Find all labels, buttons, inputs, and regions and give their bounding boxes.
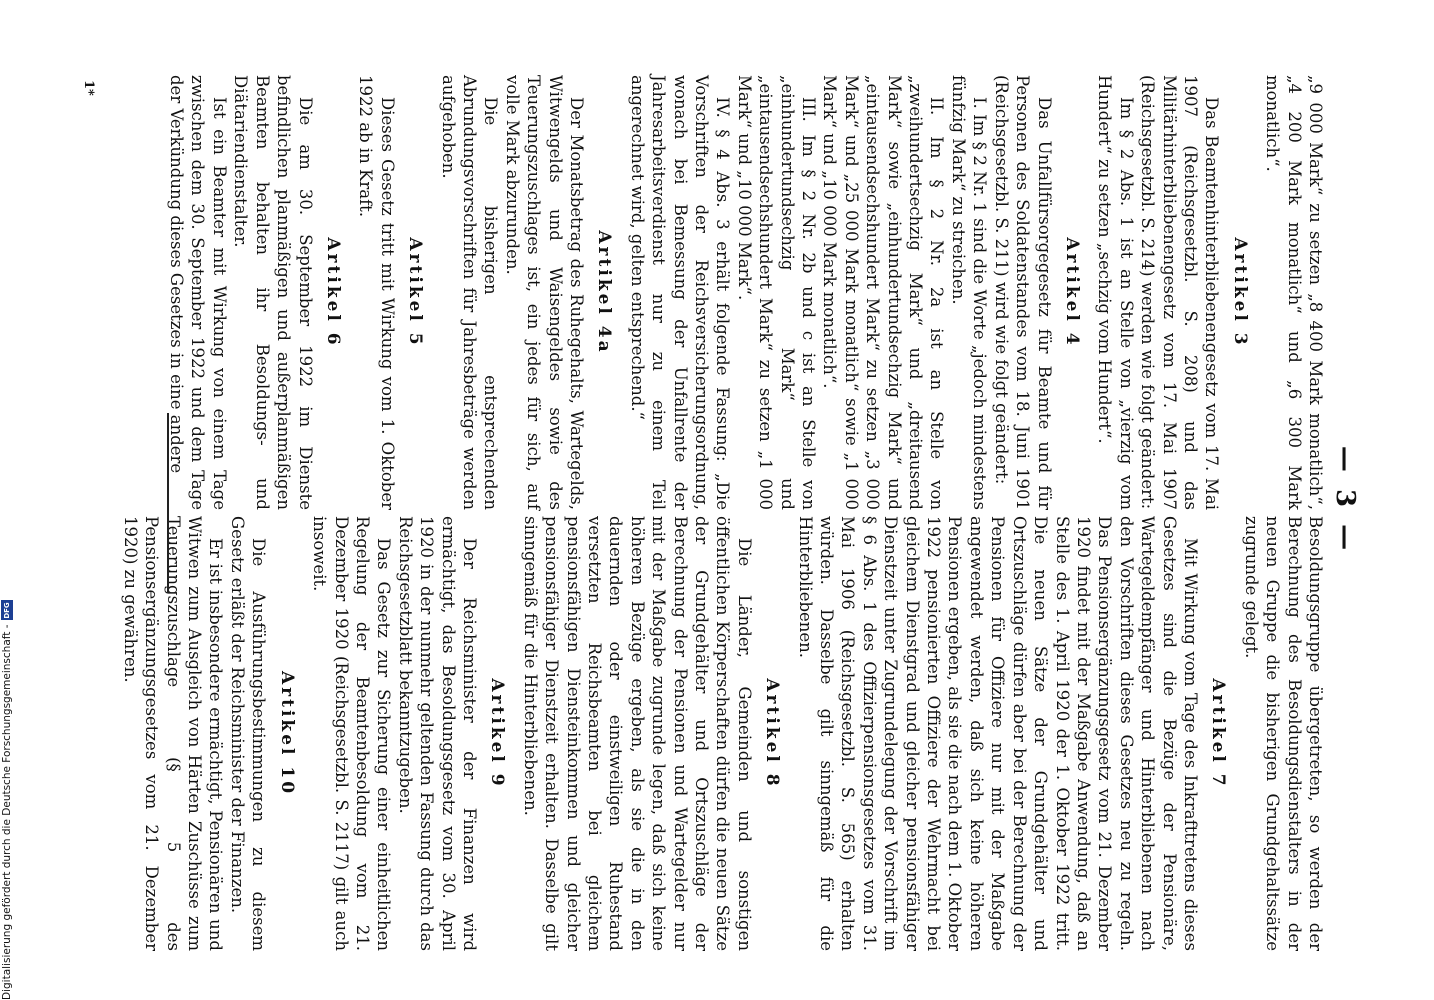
paragraph: Die Länder, Gemeinden und sonstigen öffentlichen Körperschaften dürfen die neuen Sätze der Grundgehälter und Ortszuschläge der Berechnung der Pensionen und Wartegelder nur mit der Maßgabe zugrunde legen, daß sich keine höheren Bezüge ergeben, als sie die in den dauernden oder einstweiligen Ruhestand versetzten Reichsbeamten bei gleichem pensionsfähigen Diensteinkommen und gleicher pensionsfähiger Dienstzeit erhalten. Dasselbe gilt sinngemäß für die Hinterbliebenen.	[520, 516, 754, 951]
paragraph: Die am 30. September 1922 im Dienste befindlichen planmäßigen und außerplanmäßigen Beamten behalten ihr Besoldungs- und Diätariendienstalter.	[231, 75, 315, 510]
end-rule	[167, 413, 169, 593]
paragraph: Die bisherigen entsprechenden Abrundungsvorschriften für Jahresbeträge werden aufgehoben.	[438, 75, 501, 510]
paragraph: Besoldungsgruppe übergetreten, so werden der Berechnung des Besoldungsdienstalters in der neuen Gruppe die bisherigen Grundgehaltssätze zugrunde gelegt.	[1241, 516, 1325, 951]
paragraph: Dieses Gesetz tritt mit Wirkung vom 1. Oktober 1922 ab in Kraft.	[356, 75, 397, 510]
paragraph: II. Im § 2 Nr. 2a ist an Stelle von „zweihundertsechzig Mark“ und „dreitausend Mark“ sowie „einhundertundsechzig Mark“ und „eintausendsechshundert Mark“ zu setzen „3 000 Mark“ und „25 000 Mark monatlich“ sowie „1 000 Mark“ und „10 000 Mark monatlich“.	[820, 75, 947, 510]
paragraph: „9 000 Mark“ zu setzen „8 400 Mark monatlich“, „4 200 Mark monatlich“ und „6 300 Mark monatlich“.	[1263, 75, 1325, 510]
article-heading: Artikel 6	[322, 237, 343, 348]
credit-text: Digitalisierung gefördert durch die Deutsche Forschungsgemeinschaft -	[1, 624, 13, 1000]
page-signature: 1*	[81, 80, 96, 96]
article-heading: Artikel 4a	[594, 230, 615, 355]
paragraph: Das Beamtenhinterbliebenengesetz vom 17. Mai 1907 (Reichsgesetzbl. S. 208) und das Militärhinterbliebenengesetz vom 17. Mai 1907 (Reichsgesetzbl. S. 214) werden wie folgt geändert:	[1138, 75, 1222, 510]
paragraph: Das Unfallfürsorgegesetz für Beamte und für Personen des Soldatenstandes vom 18. Juni 1901 (Reichsgesetzbl. S. 211) wird wie folgt geändert:	[991, 75, 1054, 510]
article-heading: Artikel 9	[487, 678, 508, 789]
paragraph: Der Reichsminister der Finanzen wird ermächtigt, das Besoldungsgesetz vom 30. April 1920 in der nunmehr geltenden Fassung durch das Reichsgesetzblatt bekanntzugeben.	[395, 516, 479, 951]
paragraph: Die Ausführungsbestimmungen zu diesem Gesetz erläßt der Reichsminister der Finanzen.	[227, 516, 269, 951]
right-column	[119, 516, 1326, 951]
article-heading: Artikel 8	[762, 678, 783, 789]
paragraph: Mit Wirkung vom Tage des Inkrafttretens dieses Gesetzes sind die Bezüge der Pensionäre, Wartegeldempfänger und Hinterbliebenen nach den Vorschriften dieses Gesetzes neu zu regeln. Das Pensionsergänzungsgesetz vom 21. Dezember 1920 findet mit der Maßgabe Anwendung, daß an Stelle des 1. April 1920 der 1. Oktober 1922 tritt. Die neuen Sätze der Grundgehälter und Ortszuschläge dürfen aber bei der Berechnung der Pensionen für Offiziere nur mit der Maßgabe angewendet werden, daß sich keine höheren Pensionen ergeben, als sie die nach dem 1. Oktober 1922 pensionierten Offiziere der Wehrmacht bei gleichem Dienstgrad und gleicher pensionsfähiger Dienstzeit unter Zugrundelegung der Vorschrift im § 6 Abs. 1 des Offizierpensionsgesetzes vom 31. Mai 1906 (Reichsgesetzbl. S. 565) erhalten würden. Dasselbe gilt sinngemäß für die Hinterbliebenen.	[795, 516, 1200, 951]
article-heading: Artikel 10	[276, 670, 297, 797]
paragraph: Das Gesetz zur Sicherung einer einheitlichen Regelung der Beamtenbesoldung vom 21. Dezember 1920 (Reichsgesetzbl. S. 2117) gilt auch insoweit.	[310, 516, 394, 951]
paragraph: IV. § 4 Abs. 3 erhält folgende Fassung: „Die Vorschriften der Reichsversicherungsordnung, wonach bei Bemessung der Unfallrente der Jahresarbeitsverdienst nur zu einem Teil angerechnet wird, gelten entsprechend.“	[627, 75, 733, 510]
article-heading: Artikel 4	[1061, 237, 1082, 348]
article-heading: Artikel 7	[1208, 678, 1229, 789]
paragraph: Der Monatsbetrag des Ruhegehalts, Wartegelds, Witwengelds und Waisengeldes sowie des Teuerungszuschlages ist, ein jedes für sich, auf volle Mark abzurunden.	[502, 75, 586, 510]
paragraph: Im § 2 Abs. 1 ist an Stelle von „vierzig vom Hundert“ zu setzen „sechzig vom Hundert“.	[1095, 75, 1136, 510]
article-heading: Artikel 3	[1229, 237, 1250, 348]
article-heading: Artikel 5	[405, 237, 426, 348]
dfg-logo: DFG	[3, 602, 11, 619]
page-header: — 3 —	[1330, 445, 1360, 555]
digitization-credit	[0, 0, 14, 1000]
left-column	[166, 75, 1326, 510]
paragraph: Ist ein Beamter mit Wirkung von einem Tage zwischen dem 30. September 1922 und dem Tage der Verkündung dieses Gesetzes in eine andere	[167, 75, 229, 510]
paragraph: I. Im § 2 Nr. 1 sind die Worte „jedoch mindestens fünfzig Mark“ zu streichen.	[948, 75, 990, 510]
paragraph: Er ist insbesondere ermächtigt, Pensionären und Witwen zum Ausgleich von Härten Zuschüsse zum Teuerungszuschlage (§ 5 des Pensionsergänzungsgesetzes vom 21. Dezember 1920) zu gewähren.	[120, 516, 226, 951]
paragraph: III. Im § 2 Nr. 2b und c ist an Stelle von „einhundertundsechzig Mark“ und „eintausendsechshundert Mark“ zu setzen „1 000 Mark“ und „10 000 Mark“.	[734, 75, 819, 510]
